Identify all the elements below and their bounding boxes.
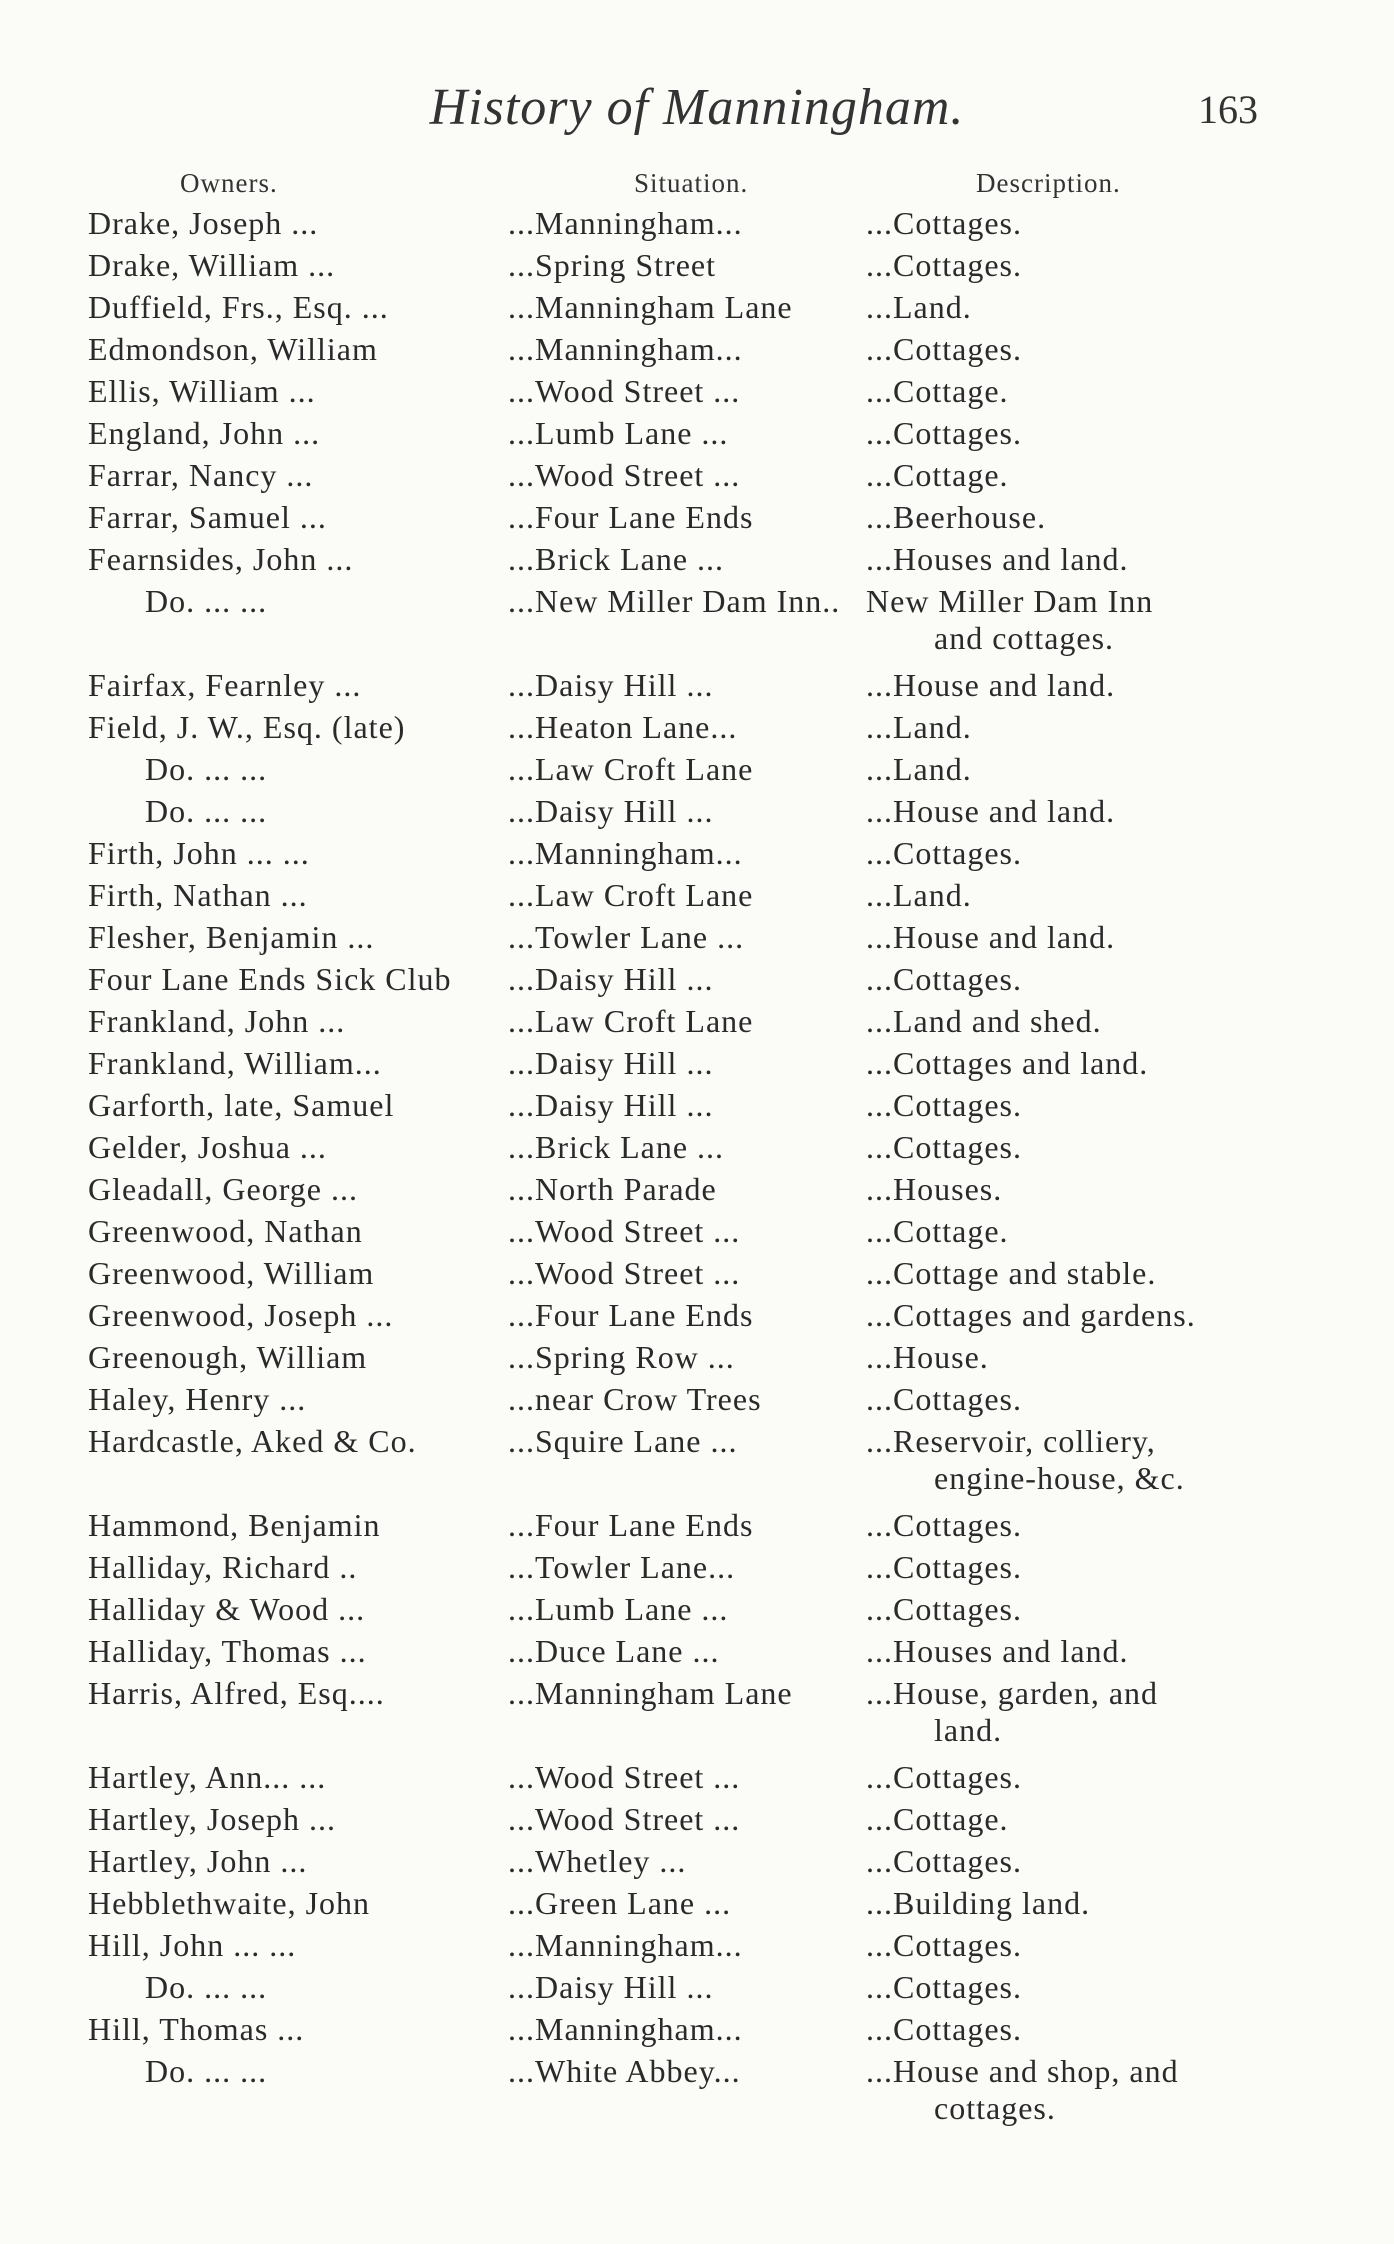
table-row bbox=[0, 1255, 1394, 1297]
table-row bbox=[0, 1759, 1394, 1801]
page-number: 163 bbox=[1198, 87, 1258, 132]
description-cell: ...Cottages. bbox=[866, 415, 1022, 451]
situation-cell: ...North Parade bbox=[508, 1171, 717, 1207]
situation-cell: ...Duce Lane ... bbox=[508, 1633, 720, 1669]
table-row bbox=[0, 919, 1394, 961]
owner-cell: Hill, John ... ... bbox=[88, 1927, 297, 1963]
table-row bbox=[0, 541, 1394, 583]
description-cell: ...Cottages. bbox=[866, 961, 1022, 997]
owner-cell: Duffield, Frs., Esq. ... bbox=[88, 289, 389, 325]
owner-cell: Firth, John ... ... bbox=[88, 835, 310, 871]
table-row bbox=[0, 415, 1394, 457]
situation-cell: ...Wood Street ... bbox=[508, 1213, 741, 1249]
owner-cell: Edmondson, William bbox=[88, 331, 378, 367]
owner-cell: Frankland, John ... bbox=[88, 1003, 346, 1039]
description-continuation: land. bbox=[934, 1712, 1003, 1748]
owner-cell: Farrar, Samuel ... bbox=[88, 499, 327, 535]
table-row bbox=[0, 1423, 1394, 1507]
table-row bbox=[0, 1087, 1394, 1129]
description-cell: ...House and land. bbox=[866, 919, 1116, 955]
situation-cell: ...Four Lane Ends bbox=[508, 499, 754, 535]
table-row bbox=[0, 1213, 1394, 1255]
owner-cell: Do. ... ... bbox=[145, 793, 268, 829]
owner-cell: Four Lane Ends Sick Club bbox=[88, 961, 452, 997]
situation-cell: ...Daisy Hill ... bbox=[508, 667, 714, 703]
situation-cell: ...Spring Street bbox=[508, 247, 716, 283]
situation-cell: ...Lumb Lane ... bbox=[508, 1591, 729, 1627]
owner-cell: Gleadall, George ... bbox=[88, 1171, 358, 1207]
situation-cell: ...Manningham... bbox=[508, 331, 743, 367]
situation-cell: ...Manningham Lane bbox=[508, 289, 793, 325]
description-cell: ...Reservoir, colliery, engine-house, &c. bbox=[866, 1423, 1185, 1496]
description-cell: ...House and land. bbox=[866, 667, 1116, 703]
owner-cell: Flesher, Benjamin ... bbox=[88, 919, 375, 955]
situation-cell: ...Manningham... bbox=[508, 1927, 743, 1963]
owner-cell: Hammond, Benjamin bbox=[88, 1507, 381, 1543]
owner-cell: Hill, Thomas ... bbox=[88, 2011, 305, 2047]
description-cell: ...Cottage. bbox=[866, 1801, 1009, 1837]
table-row bbox=[0, 1003, 1394, 1045]
owner-cell: Drake, Joseph ... bbox=[88, 205, 319, 241]
description-cell: ...Cottage and stable. bbox=[866, 1255, 1157, 1291]
table-row bbox=[0, 667, 1394, 709]
owner-cell: Do. ... ... bbox=[145, 2053, 268, 2089]
description-continuation: cottages. bbox=[934, 2090, 1056, 2126]
description-cell: ...Beerhouse. bbox=[866, 499, 1047, 535]
description-cell: ...Land and shed. bbox=[866, 1003, 1102, 1039]
description-cell: ...Land. bbox=[866, 751, 972, 787]
table-row bbox=[0, 835, 1394, 877]
description-cell: ...Cottage. bbox=[866, 1213, 1009, 1249]
description-cell: ...Cottages. bbox=[866, 1969, 1022, 2005]
description-cell: ...House and land. bbox=[866, 793, 1116, 829]
description-cell: ...Cottages. bbox=[866, 205, 1022, 241]
description-cell: ...Cottages. bbox=[866, 1591, 1022, 1627]
table-row bbox=[0, 247, 1394, 289]
column-head-description: Description. bbox=[976, 168, 1121, 198]
description-continuation: engine-house, &c. bbox=[934, 1460, 1185, 1496]
situation-cell: ...Spring Row ... bbox=[508, 1339, 735, 1375]
situation-cell: ...Brick Lane ... bbox=[508, 1129, 725, 1165]
situation-cell: ...Daisy Hill ... bbox=[508, 1969, 714, 2005]
situation-cell: ...Law Croft Lane bbox=[508, 877, 754, 913]
running-head-title: History of Manningham. bbox=[429, 79, 965, 136]
owner-cell: Halliday & Wood ... bbox=[88, 1591, 366, 1627]
table-row bbox=[0, 289, 1394, 331]
owner-cell: Fearnsides, John ... bbox=[88, 541, 354, 577]
owner-cell: Greenwood, Nathan bbox=[88, 1213, 363, 1249]
owner-cell: Gelder, Joshua ... bbox=[88, 1129, 327, 1165]
description-cell: ...Cottages. bbox=[866, 1087, 1022, 1123]
situation-cell: ...Brick Lane ... bbox=[508, 541, 725, 577]
situation-cell: ...Towler Lane ... bbox=[508, 919, 745, 955]
table-row bbox=[0, 1045, 1394, 1087]
situation-cell: ...Manningham... bbox=[508, 205, 743, 241]
owner-cell: Do. ... ... bbox=[145, 1969, 268, 2005]
owner-cell: Hartley, John ... bbox=[88, 1843, 308, 1879]
owner-cell: Ellis, William ... bbox=[88, 373, 316, 409]
table-row bbox=[0, 205, 1394, 247]
table-row bbox=[0, 1675, 1394, 1759]
situation-cell: ...Daisy Hill ... bbox=[508, 961, 714, 997]
table-row bbox=[0, 1927, 1394, 1969]
situation-cell: ...Manningham... bbox=[508, 2011, 743, 2047]
table-row bbox=[0, 457, 1394, 499]
description-cell: ...Land. bbox=[866, 709, 972, 745]
owner-cell: Fairfax, Fearnley ... bbox=[88, 667, 362, 703]
situation-cell: ...New Miller Dam Inn.. bbox=[508, 583, 841, 619]
description-cell: ...House, garden, and land. bbox=[866, 1675, 1159, 1748]
situation-cell: ...Daisy Hill ... bbox=[508, 1087, 714, 1123]
owner-cell: Harris, Alfred, Esq.... bbox=[88, 1675, 385, 1711]
owner-cell: Do. ... ... bbox=[145, 751, 268, 787]
column-head-situation: Situation. bbox=[634, 168, 749, 198]
situation-cell: ...Four Lane Ends bbox=[508, 1507, 754, 1543]
table-row bbox=[0, 961, 1394, 1003]
column-head-owners: Owners. bbox=[180, 168, 278, 198]
owner-cell: Hardcastle, Aked & Co. bbox=[88, 1423, 417, 1459]
table-row bbox=[0, 1129, 1394, 1171]
owner-cell: Haley, Henry ... bbox=[88, 1381, 307, 1417]
situation-cell: ...Wood Street ... bbox=[508, 373, 741, 409]
owner-cell: Do. ... ... bbox=[145, 583, 268, 619]
situation-cell: ...Whetley ... bbox=[508, 1843, 687, 1879]
table-row bbox=[0, 877, 1394, 919]
description-cell: ...Cottages. bbox=[866, 1129, 1022, 1165]
description-cell: ...Cottages. bbox=[866, 331, 1022, 367]
description-cell: ...Houses and land. bbox=[866, 541, 1129, 577]
description-cell: ...Building land. bbox=[866, 1885, 1091, 1921]
description-cell: New Miller Dam Inn and cottages. bbox=[866, 583, 1154, 656]
description-cell: ...Cottages. bbox=[866, 247, 1022, 283]
owner-cell: Hartley, Joseph ... bbox=[88, 1801, 336, 1837]
table-row bbox=[0, 1381, 1394, 1423]
situation-cell: ...Squire Lane ... bbox=[508, 1423, 738, 1459]
table-row bbox=[0, 1549, 1394, 1591]
owner-cell: Greenwood, William bbox=[88, 1255, 375, 1291]
table-row bbox=[0, 751, 1394, 793]
situation-cell: ...Heaton Lane... bbox=[508, 709, 738, 745]
situation-cell: ...Lumb Lane ... bbox=[508, 415, 729, 451]
table-row bbox=[0, 1969, 1394, 2011]
owner-cell: England, John ... bbox=[88, 415, 321, 451]
owners-table bbox=[0, 205, 1394, 2137]
situation-cell: ...Law Croft Lane bbox=[508, 751, 754, 787]
situation-cell: ...Green Lane ... bbox=[508, 1885, 732, 1921]
table-row bbox=[0, 583, 1394, 667]
table-row bbox=[0, 1591, 1394, 1633]
description-cell: ...Cottages. bbox=[866, 1507, 1022, 1543]
description-cell: ...Cottages. bbox=[866, 835, 1022, 871]
description-cell: ...Cottages. bbox=[866, 1927, 1022, 1963]
owner-cell: Halliday, Thomas ... bbox=[88, 1633, 367, 1669]
owner-cell: Hartley, Ann... ... bbox=[88, 1759, 327, 1795]
description-cell: ...Cottage. bbox=[866, 457, 1009, 493]
table-row bbox=[0, 709, 1394, 751]
table-row bbox=[0, 2011, 1394, 2053]
situation-cell: ...Wood Street ... bbox=[508, 457, 741, 493]
table-row bbox=[0, 373, 1394, 415]
table-row bbox=[0, 331, 1394, 373]
owner-cell: Field, J. W., Esq. (late) bbox=[88, 709, 406, 745]
situation-cell: ...Wood Street ... bbox=[508, 1759, 741, 1795]
situation-cell: ...Daisy Hill ... bbox=[508, 793, 714, 829]
owner-cell: Greenough, William bbox=[88, 1339, 368, 1375]
table-row bbox=[0, 1885, 1394, 1927]
situation-cell: ...Towler Lane... bbox=[508, 1549, 736, 1585]
table-row bbox=[0, 1297, 1394, 1339]
description-cell: ...Houses and land. bbox=[866, 1633, 1129, 1669]
description-cell: ...Cottages. bbox=[866, 2011, 1022, 2047]
description-cell: ...Cottages. bbox=[866, 1843, 1022, 1879]
owner-cell: Hebblethwaite, John bbox=[88, 1885, 371, 1921]
situation-cell: ...Four Lane Ends bbox=[508, 1297, 754, 1333]
description-cell: ...Cottages. bbox=[866, 1549, 1022, 1585]
description-cell: ...House and shop, and cottages. bbox=[866, 2053, 1179, 2126]
owner-cell: Garforth, late, Samuel bbox=[88, 1087, 395, 1123]
table-row bbox=[0, 2053, 1394, 2137]
description-cell: ...Cottage. bbox=[866, 373, 1009, 409]
situation-cell: ...Wood Street ... bbox=[508, 1801, 741, 1837]
situation-cell: ...Wood Street ... bbox=[508, 1255, 741, 1291]
owner-cell: Firth, Nathan ... bbox=[88, 877, 308, 913]
description-cell: ...House. bbox=[866, 1339, 989, 1375]
table-row bbox=[0, 1339, 1394, 1381]
description-cell: ...Cottages and gardens. bbox=[866, 1297, 1196, 1333]
table-row bbox=[0, 499, 1394, 541]
description-cell: ...Land. bbox=[866, 289, 972, 325]
table-row bbox=[0, 1171, 1394, 1213]
situation-cell: ...Law Croft Lane bbox=[508, 1003, 754, 1039]
table-row bbox=[0, 793, 1394, 835]
table-row bbox=[0, 1633, 1394, 1675]
owner-cell: Drake, William ... bbox=[88, 247, 336, 283]
situation-cell: ...Daisy Hill ... bbox=[508, 1045, 714, 1081]
description-cell: ...Land. bbox=[866, 877, 972, 913]
table-row bbox=[0, 1843, 1394, 1885]
description-continuation: and cottages. bbox=[934, 620, 1115, 656]
description-cell: ...Cottages. bbox=[866, 1381, 1022, 1417]
owner-cell: Halliday, Richard .. bbox=[88, 1549, 358, 1585]
situation-cell: ...Manningham Lane bbox=[508, 1675, 793, 1711]
description-cell: ...Houses. bbox=[866, 1171, 1003, 1207]
description-cell: ...Cottages and land. bbox=[866, 1045, 1149, 1081]
owner-cell: Greenwood, Joseph ... bbox=[88, 1297, 394, 1333]
table-row bbox=[0, 1507, 1394, 1549]
description-cell: ...Cottages. bbox=[866, 1759, 1022, 1795]
situation-cell: ...White Abbey... bbox=[508, 2053, 741, 2089]
owner-cell: Frankland, William... bbox=[88, 1045, 382, 1081]
situation-cell: ...near Crow Trees bbox=[508, 1381, 762, 1417]
table-row bbox=[0, 1801, 1394, 1843]
situation-cell: ...Manningham... bbox=[508, 835, 743, 871]
owner-cell: Farrar, Nancy ... bbox=[88, 457, 314, 493]
